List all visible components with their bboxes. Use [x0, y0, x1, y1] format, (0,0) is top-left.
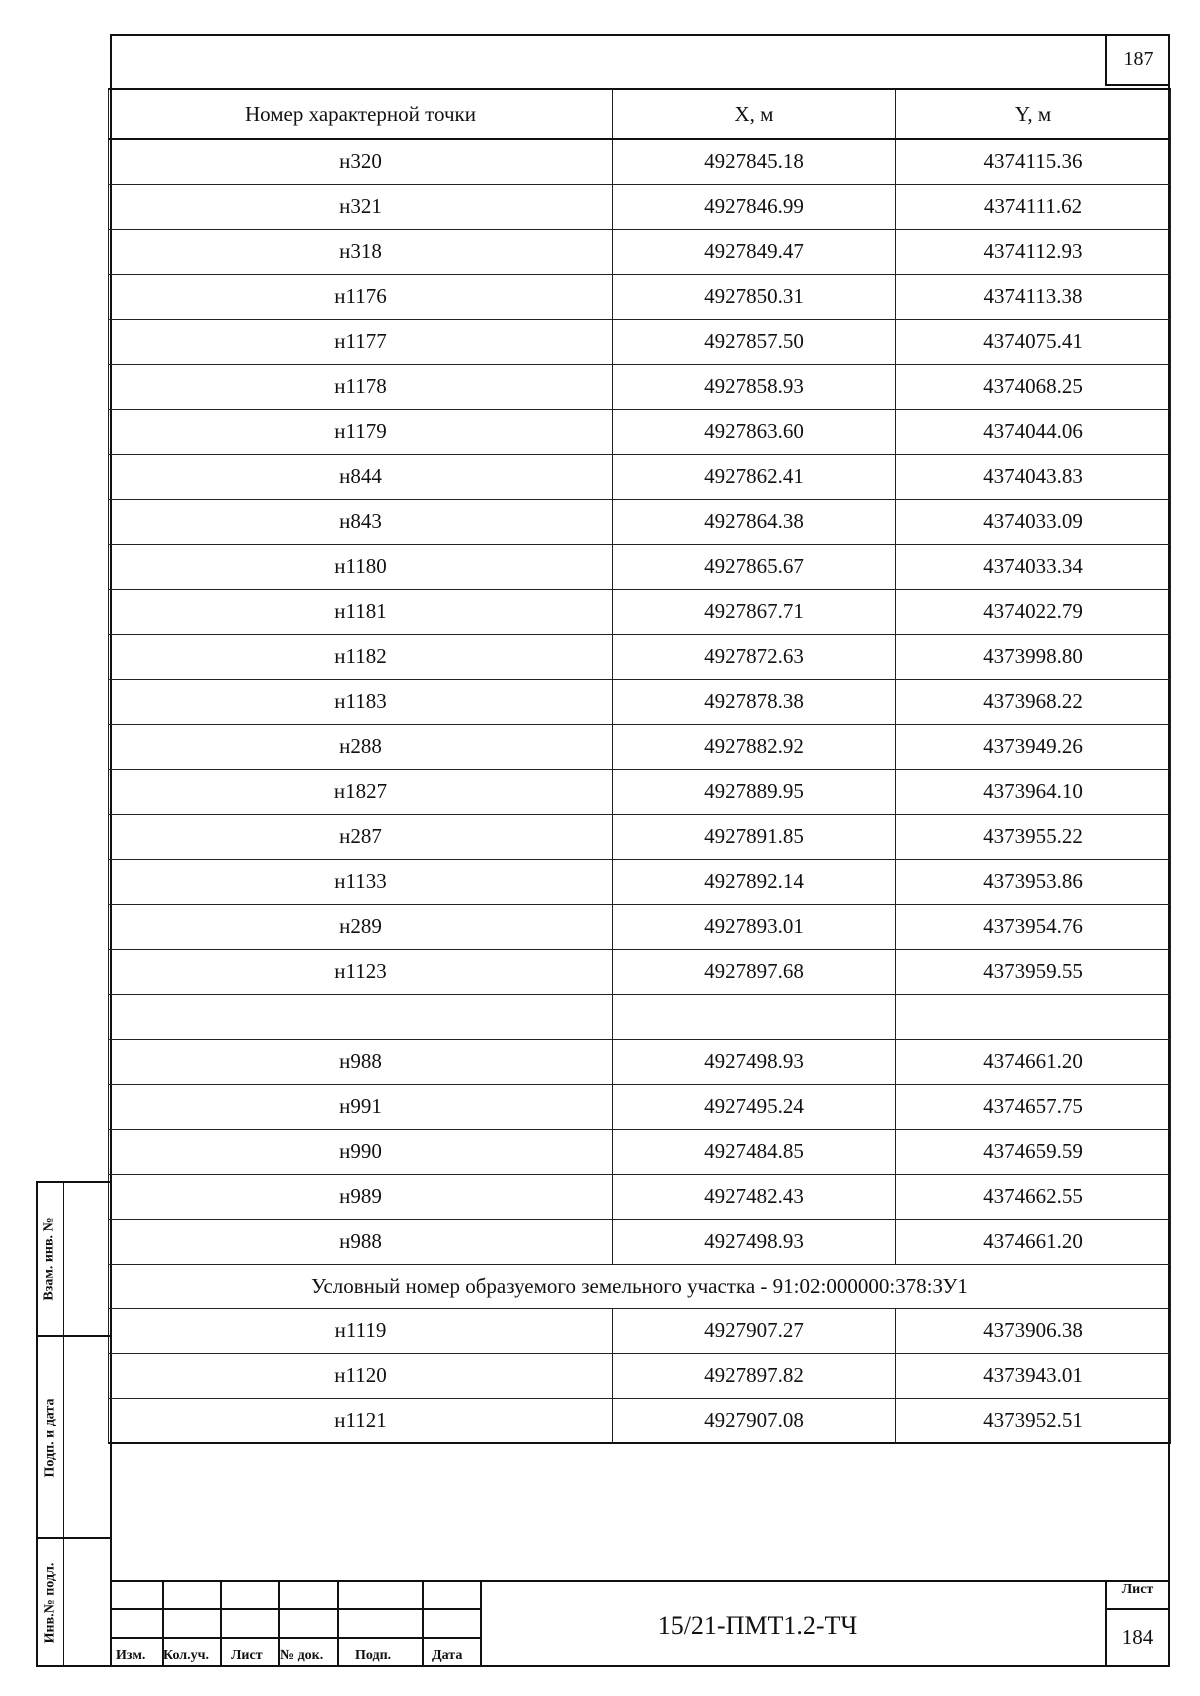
- point-number-cell: н321: [109, 184, 613, 229]
- y-coordinate-cell: 4374043.83: [896, 454, 1171, 499]
- point-number-cell: н318: [109, 229, 613, 274]
- x-coordinate-cell: 4927484.85: [613, 1129, 896, 1174]
- header-y: Y, м: [896, 89, 1171, 139]
- page-number-box: [1105, 34, 1170, 86]
- table-row: [109, 364, 1171, 409]
- x-coordinate-cell: 4927892.14: [613, 859, 896, 904]
- x-coordinate-cell: 4927846.99: [613, 184, 896, 229]
- x-coordinate-cell: 4927897.82: [613, 1353, 896, 1398]
- table-row: [109, 589, 1171, 634]
- y-coordinate-cell: 4373959.55: [896, 949, 1171, 994]
- x-coordinate-cell: 4927889.95: [613, 769, 896, 814]
- y-coordinate-cell: 4374662.55: [896, 1174, 1171, 1219]
- y-coordinate-cell: 4374113.38: [896, 274, 1171, 319]
- x-coordinate-cell: 4927495.24: [613, 1084, 896, 1129]
- x-coordinate-cell: 4927893.01: [613, 904, 896, 949]
- side-label-signature-date: Подп. и дата: [42, 1398, 57, 1478]
- point-number-cell: н1123: [109, 949, 613, 994]
- caption-date: Дата: [432, 1648, 463, 1663]
- point-number-cell: н1119: [109, 1308, 613, 1353]
- x-coordinate-cell: 4927872.63: [613, 634, 896, 679]
- y-coordinate-cell: [896, 994, 1171, 1039]
- caption-change: Изм.: [116, 1648, 146, 1663]
- table-row: [109, 454, 1171, 499]
- header-point-number: Номер характерной точки: [109, 89, 613, 139]
- y-coordinate-cell: 4373949.26: [896, 724, 1171, 769]
- point-number-cell: н1183: [109, 679, 613, 724]
- y-coordinate-cell: 4373968.22: [896, 679, 1171, 724]
- x-coordinate-cell: 4927863.60: [613, 409, 896, 454]
- side-label-inventory: Инв.№ подл.: [42, 1562, 57, 1644]
- x-coordinate-cell: 4927482.43: [613, 1174, 896, 1219]
- y-coordinate-cell: 4374068.25: [896, 364, 1171, 409]
- side-label-replacement: Взам. инв. №: [42, 1217, 58, 1301]
- caption-signature: Подп.: [355, 1648, 392, 1663]
- x-coordinate-cell: 4927907.27: [613, 1308, 896, 1353]
- x-coordinate-cell: 4927498.93: [613, 1219, 896, 1264]
- table-row: [109, 499, 1171, 544]
- table-row: [109, 949, 1171, 994]
- sheet-label: Лист: [1121, 1582, 1154, 1597]
- x-coordinate-cell: [613, 994, 896, 1039]
- point-number-cell: н1827: [109, 769, 613, 814]
- point-number-cell: н988: [109, 1039, 613, 1084]
- table-row: [109, 274, 1171, 319]
- table-row: [109, 229, 1171, 274]
- y-coordinate-cell: 4373954.76: [896, 904, 1171, 949]
- y-coordinate-cell: 4374112.93: [896, 229, 1171, 274]
- table-row: [109, 409, 1171, 454]
- y-coordinate-cell: 4374044.06: [896, 409, 1171, 454]
- point-number-cell: н289: [109, 904, 613, 949]
- x-coordinate-cell: 4927862.41: [613, 454, 896, 499]
- y-coordinate-cell: 4374661.20: [896, 1039, 1171, 1084]
- point-number-cell: н843: [109, 499, 613, 544]
- point-number-cell: н1176: [109, 274, 613, 319]
- point-number-cell: н1181: [109, 589, 613, 634]
- x-coordinate-cell: 4927891.85: [613, 814, 896, 859]
- table-row: [109, 1174, 1171, 1219]
- table-row: [109, 1353, 1171, 1398]
- table-row: [109, 1039, 1171, 1084]
- point-number-cell: н1180: [109, 544, 613, 589]
- table-row: [109, 769, 1171, 814]
- table-row: [109, 679, 1171, 724]
- point-number-cell: н1179: [109, 409, 613, 454]
- table-row: [109, 184, 1171, 229]
- x-coordinate-cell: 4927864.38: [613, 499, 896, 544]
- page-number: 187: [1123, 47, 1154, 70]
- y-coordinate-cell: 4374022.79: [896, 589, 1171, 634]
- y-coordinate-cell: 4373964.10: [896, 769, 1171, 814]
- table-row: [109, 139, 1171, 184]
- point-number-cell: н1121: [109, 1398, 613, 1443]
- point-number-cell: н1120: [109, 1353, 613, 1398]
- y-coordinate-cell: 4373955.22: [896, 814, 1171, 859]
- x-coordinate-cell: 4927878.38: [613, 679, 896, 724]
- y-coordinate-cell: 4373943.01: [896, 1353, 1171, 1398]
- section-row: [109, 1264, 1171, 1308]
- x-coordinate-cell: 4927850.31: [613, 274, 896, 319]
- caption-doc-number: № док.: [280, 1648, 324, 1663]
- point-number-cell: н1178: [109, 364, 613, 409]
- coordinates-table: [108, 88, 1171, 1444]
- y-coordinate-cell: 4373906.38: [896, 1308, 1171, 1353]
- y-coordinate-cell: 4374659.59: [896, 1129, 1171, 1174]
- y-coordinate-cell: 4374033.09: [896, 499, 1171, 544]
- document-code: 15/21-ПМТ1.2-ТЧ: [657, 1611, 858, 1640]
- x-coordinate-cell: 4927907.08: [613, 1398, 896, 1443]
- point-number-cell: н1177: [109, 319, 613, 364]
- y-coordinate-cell: 4373998.80: [896, 634, 1171, 679]
- x-coordinate-cell: 4927845.18: [613, 139, 896, 184]
- table-row: [109, 814, 1171, 859]
- x-coordinate-cell: 4927867.71: [613, 589, 896, 634]
- y-coordinate-cell: 4373953.86: [896, 859, 1171, 904]
- table-row: [109, 994, 1171, 1039]
- y-coordinate-cell: 4374033.34: [896, 544, 1171, 589]
- table-header-row: [109, 89, 1171, 139]
- table-row: [109, 724, 1171, 769]
- y-coordinate-cell: 4374115.36: [896, 139, 1171, 184]
- x-coordinate-cell: 4927849.47: [613, 229, 896, 274]
- table-row: [109, 859, 1171, 904]
- caption-sheet: Лист: [231, 1648, 263, 1663]
- point-number-cell: н1182: [109, 634, 613, 679]
- point-number-cell: н288: [109, 724, 613, 769]
- point-number-cell: н1133: [109, 859, 613, 904]
- point-number-cell: н990: [109, 1129, 613, 1174]
- caption-quantity: Кол.уч.: [163, 1648, 210, 1663]
- point-number-cell: н989: [109, 1174, 613, 1219]
- y-coordinate-cell: 4374111.62: [896, 184, 1171, 229]
- table-row: [109, 634, 1171, 679]
- point-number-cell: [109, 994, 613, 1039]
- section-title: Условный номер образуемого земельного участка - 91:02:000000:378:ЗУ1: [109, 1264, 1171, 1308]
- table-row: [109, 319, 1171, 364]
- x-coordinate-cell: 4927857.50: [613, 319, 896, 364]
- table-row: [109, 1129, 1171, 1174]
- table-row: [109, 544, 1171, 589]
- sheet-number: 184: [1121, 1624, 1154, 1649]
- point-number-cell: н844: [109, 454, 613, 499]
- x-coordinate-cell: 4927498.93: [613, 1039, 896, 1084]
- x-coordinate-cell: 4927882.92: [613, 724, 896, 769]
- point-number-cell: н991: [109, 1084, 613, 1129]
- point-number-cell: н988: [109, 1219, 613, 1264]
- header-x: X, м: [613, 89, 896, 139]
- table-row: [109, 1308, 1171, 1353]
- y-coordinate-cell: 4374661.20: [896, 1219, 1171, 1264]
- x-coordinate-cell: 4927897.68: [613, 949, 896, 994]
- table-row: [109, 1398, 1171, 1443]
- x-coordinate-cell: 4927865.67: [613, 544, 896, 589]
- table-row: [109, 1219, 1171, 1264]
- y-coordinate-cell: 4374657.75: [896, 1084, 1171, 1129]
- point-number-cell: н287: [109, 814, 613, 859]
- point-number-cell: н320: [109, 139, 613, 184]
- y-coordinate-cell: 4373952.51: [896, 1398, 1171, 1443]
- x-coordinate-cell: 4927858.93: [613, 364, 896, 409]
- table-row: [109, 1084, 1171, 1129]
- table-row: [109, 904, 1171, 949]
- y-coordinate-cell: 4374075.41: [896, 319, 1171, 364]
